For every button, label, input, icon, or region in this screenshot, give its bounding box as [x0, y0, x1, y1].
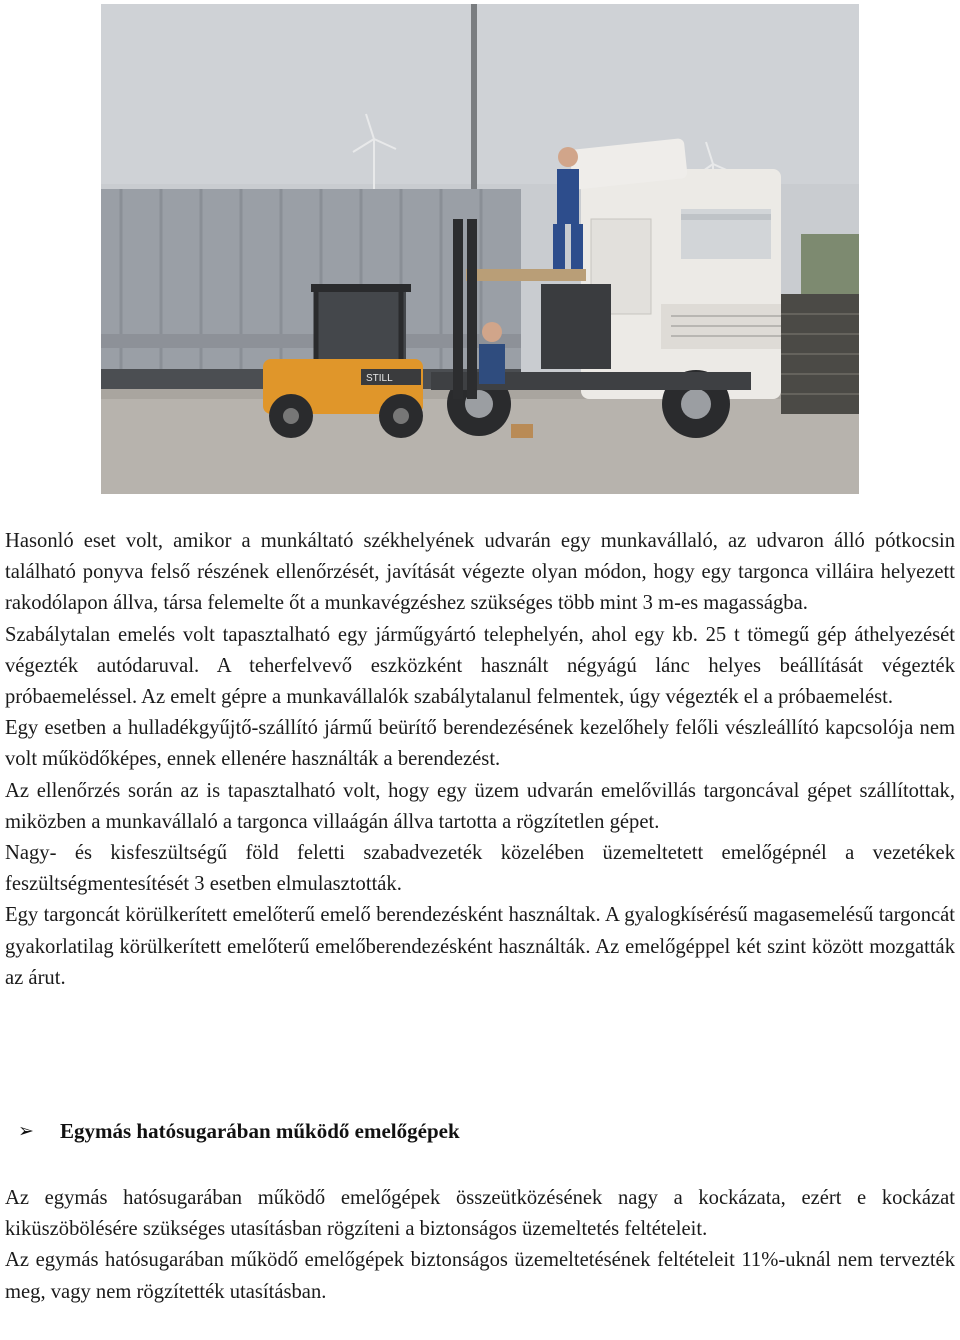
section-paragraph-1: Az egymás hatósugarában működő emelőgépek összeütközésének nagy a kockázata, ezért e kockázat kiküszöbölésére szükséges utasításban rögzíteni a biztonságos üzemeltetés feltételeit.	[5, 1187, 955, 1241]
section-heading	[18, 1119, 948, 1144]
truck-forklift-photo	[101, 4, 859, 494]
paragraph-1: Hasonló eset volt, amikor a munkáltató székhelyének udvarán egy munkavállaló, az udvaron álló pótkocsin található ponyva felső részének ellenőrzését, javítását végezte olyan módon, hogy egy targonca villáira helyezett rakodólapon állva, társa felemelte őt a munkavégzéshez szükséges több mint 3 m-es magasságba.	[5, 530, 955, 615]
paragraph-5: Nagy- és kisfeszültségű föld feletti szabadvezeték közelében üzemeltetett emelőgépnél a vezetékek feszültségmentesítését 3 esetben elmulasztották.	[5, 842, 955, 896]
paragraph-3: Egy esetben a hulladékgyűjtő-szállító jármű beürítő berendezésének kezelőhely felőli vészleállító kapcsolója nem volt működőképes, ennek ellenére használták a berendezést.	[5, 717, 955, 771]
paragraph-6: Egy targoncát körülkerített emelőterű emelő berendezésként használtak. A gyalogkísérésű magasemelésű targoncát gyakorlatilag körülkerített emelőterű emelőberendezésként használták. Az emelőgéppel két szint között mozgatták az árut.	[5, 904, 955, 989]
photo-illustration	[101, 4, 859, 494]
arrow-bullet-icon: ➢	[18, 1121, 34, 1142]
section-paragraphs	[5, 1183, 955, 1308]
forklift-brand-label: STILL	[366, 373, 393, 384]
body-paragraphs	[5, 526, 955, 994]
section-paragraph-2: Az egymás hatósugarában működő emelőgépek biztonságos üzemeltetésének feltételeit 11%-uknál nem tervezték meg, vagy nem rögzítették utasításban.	[5, 1249, 955, 1303]
section-heading-text: Egymás hatósugarában működő emelőgépek	[60, 1119, 460, 1143]
paragraph-4: Az ellenőrzés során az is tapasztalható volt, hogy egy üzem udvarán emelővillás targoncával gépet szállítottak, miközben a munkavállaló a targonca villaágán állva tartotta a rögzítetlen gépet.	[5, 779, 955, 833]
paragraph-2: Szabálytalan emelés volt tapasztalható egy járműgyártó telephelyén, ahol egy kb. 25 t tömegű gép áthelyezését végezték autódaruval. A teherfelvevő eszközként használt négyágú lánc helyes beállítását végezték próbaemeléssel. Az emelt gépre a munkavállalók szabálytalanul felmentek, úgy végezték el a próbaemelést.	[5, 623, 955, 709]
